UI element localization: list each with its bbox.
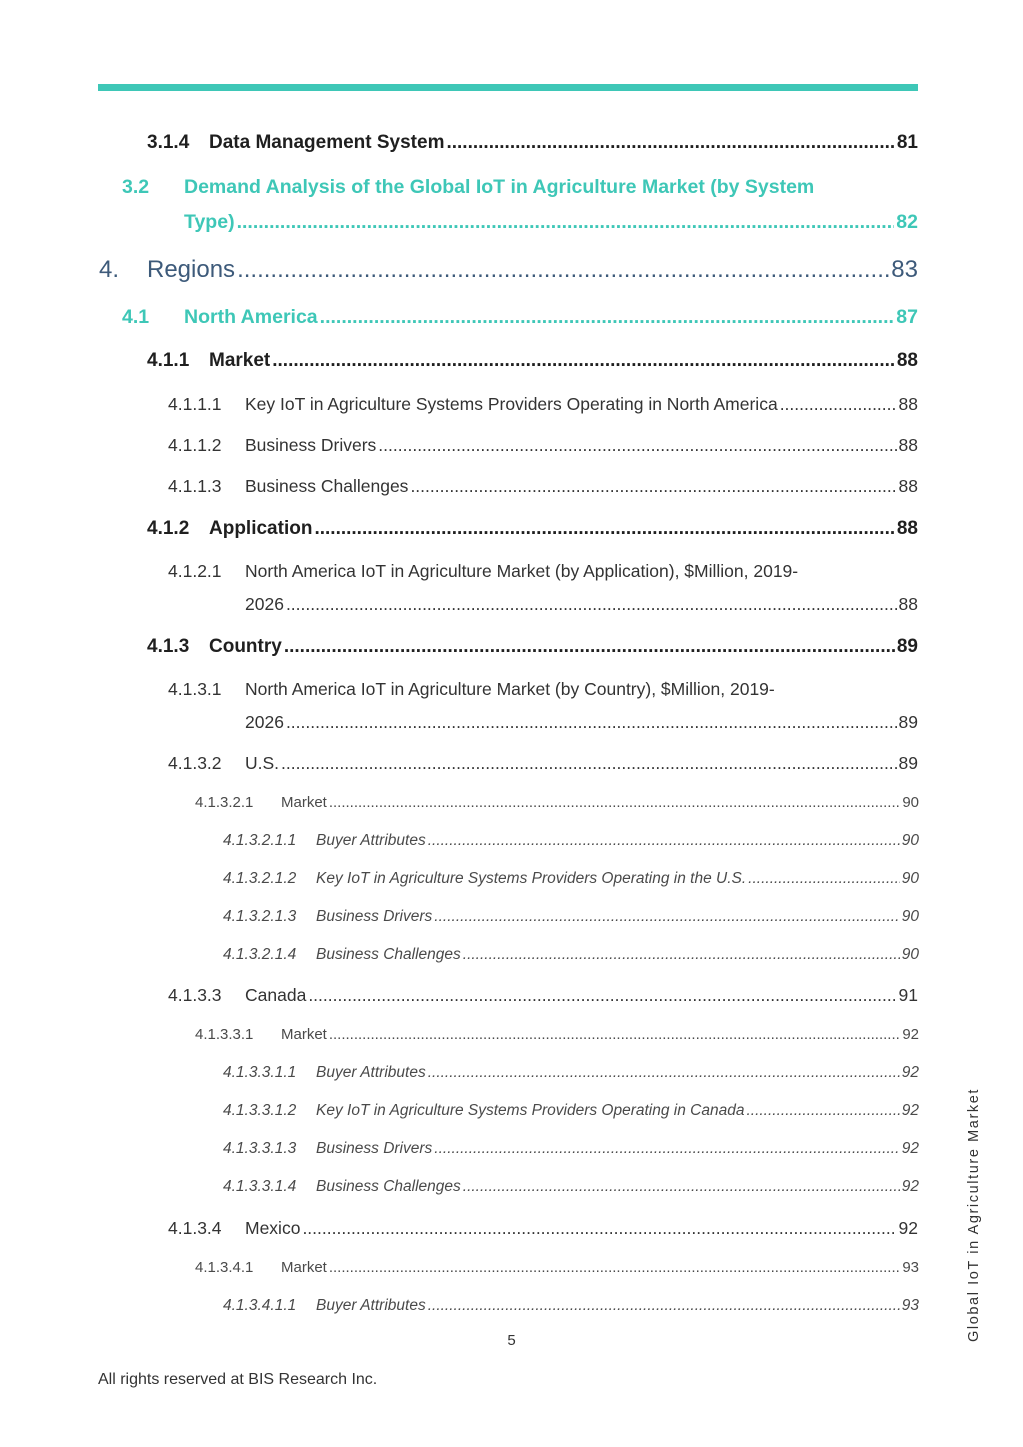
toc-entry-business-drivers[interactable] (223, 908, 919, 926)
toc-entry-key-iot-in-agriculture-systems-providers-operating-in-the-u-s[interactable] (223, 870, 919, 888)
dot-leader (320, 306, 895, 329)
toc-entry-title: Buyer Attributes (316, 1064, 426, 1081)
dot-leader (410, 476, 896, 497)
toc-entry-page: 88 (898, 594, 918, 614)
toc-entry-page: 88 (898, 476, 918, 496)
dot-leader (237, 256, 889, 284)
toc-entry-number: 4.1.3.3.1.2 (223, 1102, 297, 1119)
dot-leader (286, 712, 897, 733)
dot-leader (286, 594, 897, 615)
footer-copyright: All rights reserved at BIS Research Inc. (98, 1371, 378, 1388)
dot-leader (329, 1259, 900, 1276)
toc-entry-page: 92 (898, 1218, 918, 1238)
toc-entry-title: Business Challenges (316, 946, 461, 963)
toc-entry-page: 92 (902, 1026, 919, 1043)
toc-entry-title: Key IoT in Agriculture Systems Providers Operating in the U.S. (316, 870, 747, 887)
toc-entry-number: 4.1.3.2.1.4 (223, 946, 297, 963)
toc-entry-title: Business Drivers (316, 1140, 433, 1157)
toc-entry-buyer-attributes[interactable] (223, 832, 919, 850)
toc-entry-buyer-attributes[interactable] (223, 1064, 919, 1082)
toc-entry-number: 4.1.3.1 (168, 679, 222, 699)
dot-leader (302, 1218, 896, 1239)
toc-entry-business-drivers[interactable] (168, 435, 918, 456)
toc-entry-title: North America IoT in Agriculture Market (by Application), $Million, 2019- (245, 561, 799, 581)
dot-leader (434, 908, 899, 926)
toc-entry-page: 89 (896, 636, 918, 657)
toc-entry-number: 4.1.3.2.1.3 (223, 908, 297, 925)
toc-entry-number: 4.1.3.4 (168, 1218, 222, 1238)
toc-entry-title: Key IoT in Agriculture Systems Providers Operating in Canada (316, 1102, 745, 1119)
toc-entry-page: 82 (896, 211, 918, 233)
toc-entry-title: Data Management System (209, 132, 445, 153)
toc-entry-number: 4.1.1.3 (168, 476, 222, 496)
toc-entry[interactable] (168, 561, 798, 582)
toc-entry-number: 4.1.3.3.1.1 (223, 1064, 297, 1081)
dot-leader (329, 1026, 900, 1043)
toc-entry-title-continued: Type) (184, 211, 235, 233)
toc-entry-page: 90 (901, 946, 919, 963)
toc-entry-title: North America (184, 306, 318, 328)
toc-entry-number: 3.1.4 (147, 132, 190, 153)
dot-leader (281, 753, 896, 774)
toc-entry-page: 92 (901, 1102, 919, 1119)
toc-entry-number: 4.1.3.3.1.4 (223, 1178, 297, 1195)
toc-entry-market[interactable] (195, 1026, 919, 1043)
toc-entry-title: Buyer Attributes (316, 832, 426, 849)
toc-entry-number: 4. (99, 256, 120, 283)
toc-entry-title: U.S. (245, 753, 280, 773)
toc-entry-business-challenges[interactable] (168, 476, 918, 497)
toc-entry-title: Buyer Attributes (316, 1297, 426, 1314)
toc-entry-number: 4.1.3.2 (168, 753, 222, 773)
toc-entry-number: 4.1.3.2.1 (195, 794, 254, 811)
toc-entry-page: 92 (901, 1064, 919, 1081)
toc-entry-title: Mexico (245, 1218, 301, 1238)
toc-entry-page: 87 (896, 306, 918, 328)
toc-entry-key-iot-in-agriculture-systems-providers-operating-in-north-america[interactable] (168, 394, 918, 415)
toc-entry-title: Demand Analysis of the Global IoT in Agriculture Market (by System (184, 176, 815, 198)
toc-entry-title: Market (281, 1026, 327, 1043)
toc-entry-page: 90 (902, 794, 919, 811)
toc-entry-title: Key IoT in Agriculture Systems Providers Operating in North America (245, 394, 778, 414)
toc-entry-market[interactable] (195, 1259, 919, 1276)
toc-entry-title: Application (209, 518, 313, 539)
toc-entry-number: 4.1.2 (147, 518, 190, 539)
toc-entry-buyer-attributes[interactable] (223, 1297, 919, 1315)
toc-entry-page: 88 (898, 435, 918, 455)
toc-entry-number: 4.1.3.2.1.2 (223, 870, 297, 887)
toc-entry-page: 93 (901, 1297, 919, 1314)
toc-entry-title-continued: 2026 (245, 594, 284, 614)
dot-leader (780, 394, 897, 415)
toc-entry-mexico[interactable] (168, 1218, 918, 1239)
toc-entry[interactable] (168, 679, 775, 700)
toc-entry-application[interactable] (147, 518, 918, 540)
toc-entry-number: 4.1.3.3.1 (195, 1026, 254, 1043)
toc-entry-page: 81 (896, 132, 918, 153)
toc-entry-title: North America IoT in Agriculture Market (by Country), $Million, 2019- (245, 679, 775, 699)
toc-entry-number: 4.1.3.3 (168, 985, 222, 1005)
toc-entry-page: 91 (898, 985, 918, 1005)
dot-leader (746, 1102, 899, 1120)
toc-entry-continuation[interactable] (245, 712, 918, 733)
toc-entry-page: 89 (898, 753, 918, 773)
toc-entry-u-s[interactable] (168, 753, 918, 774)
toc-entry-page: 90 (901, 908, 919, 925)
toc-entry-business-drivers[interactable] (223, 1140, 919, 1158)
toc-entry-page: 83 (891, 256, 918, 283)
toc-entry-title: Market (209, 350, 271, 371)
toc-entry-number: 4.1.3.2.1.1 (223, 832, 297, 849)
toc-entry-number: 4.1.2.1 (168, 561, 222, 581)
toc-entry-number: 4.1.3.3.1.3 (223, 1140, 297, 1157)
toc-entry-number: 4.1 (122, 306, 150, 328)
dot-leader (237, 211, 895, 234)
toc-entry-page: 88 (898, 394, 918, 414)
toc-entry-number: 4.1.3.4.1 (195, 1259, 254, 1276)
dot-leader (428, 832, 900, 850)
toc-entry-page: 93 (902, 1259, 919, 1276)
toc-entry-page: 92 (901, 1140, 919, 1157)
toc-entry-page: 90 (901, 870, 919, 887)
dot-leader (428, 1064, 900, 1082)
toc-entry-title: Canada (245, 985, 307, 1005)
dot-leader (428, 1297, 900, 1315)
toc-entry-market[interactable] (195, 794, 919, 811)
toc-entry-regions[interactable] (99, 256, 918, 284)
toc-entry-title-continued: 2026 (245, 712, 284, 732)
page-number: 5 (507, 1332, 516, 1349)
dot-leader (748, 870, 900, 888)
toc-entry-business-challenges[interactable] (223, 1178, 919, 1196)
toc-entry-title: Market (281, 1259, 327, 1276)
toc-entry-title: Business Challenges (316, 1178, 461, 1195)
toc-entry-key-iot-in-agriculture-systems-providers-operating-in-canada[interactable] (223, 1102, 919, 1120)
toc-entry-title: Country (209, 636, 282, 657)
toc-entry-business-challenges[interactable] (223, 946, 919, 964)
toc-entry-continuation[interactable] (184, 211, 918, 234)
toc-entry-number: 3.2 (122, 176, 150, 198)
dot-leader (446, 132, 894, 154)
toc-entry-title: Business Challenges (245, 476, 409, 496)
toc-entry-page: 89 (898, 712, 918, 732)
toc-entry-data-management-system[interactable] (147, 132, 918, 154)
dot-leader (463, 1178, 900, 1196)
toc-entry-market[interactable] (147, 350, 918, 372)
dot-leader (314, 518, 894, 540)
toc-entry-page: 88 (896, 518, 918, 539)
toc-entry[interactable] (122, 176, 814, 199)
side-document-title: Global IoT in Agriculture Market (966, 1087, 982, 1342)
dot-leader (434, 1140, 899, 1158)
toc-entry-number: 4.1.1 (147, 350, 190, 371)
toc-entry-page: 92 (901, 1178, 919, 1195)
toc-entry-title: Regions (147, 256, 236, 283)
toc-entry-number: 4.1.1.1 (168, 394, 222, 414)
toc-entry-canada[interactable] (168, 985, 918, 1006)
dot-leader (284, 636, 895, 658)
toc-entry-title: Business Drivers (245, 435, 377, 455)
toc-entry-country[interactable] (147, 636, 918, 658)
toc-entry-title: Business Drivers (316, 908, 433, 925)
dot-leader (272, 350, 895, 372)
header-accent-bar (98, 84, 918, 91)
toc-entry-page: 88 (896, 350, 918, 371)
toc-entry-page: 90 (901, 832, 919, 849)
dot-leader (329, 794, 900, 811)
toc-entry-continuation[interactable] (245, 594, 918, 615)
dot-leader (378, 435, 896, 456)
toc-entry-number: 4.1.3.4.1.1 (223, 1297, 297, 1314)
dot-leader (463, 946, 900, 964)
toc-entry-number: 4.1.3 (147, 636, 190, 657)
toc-entry-north-america[interactable] (122, 306, 918, 329)
toc-entry-title: Market (281, 794, 327, 811)
dot-leader (308, 985, 896, 1006)
toc-entry-number: 4.1.1.2 (168, 435, 222, 455)
